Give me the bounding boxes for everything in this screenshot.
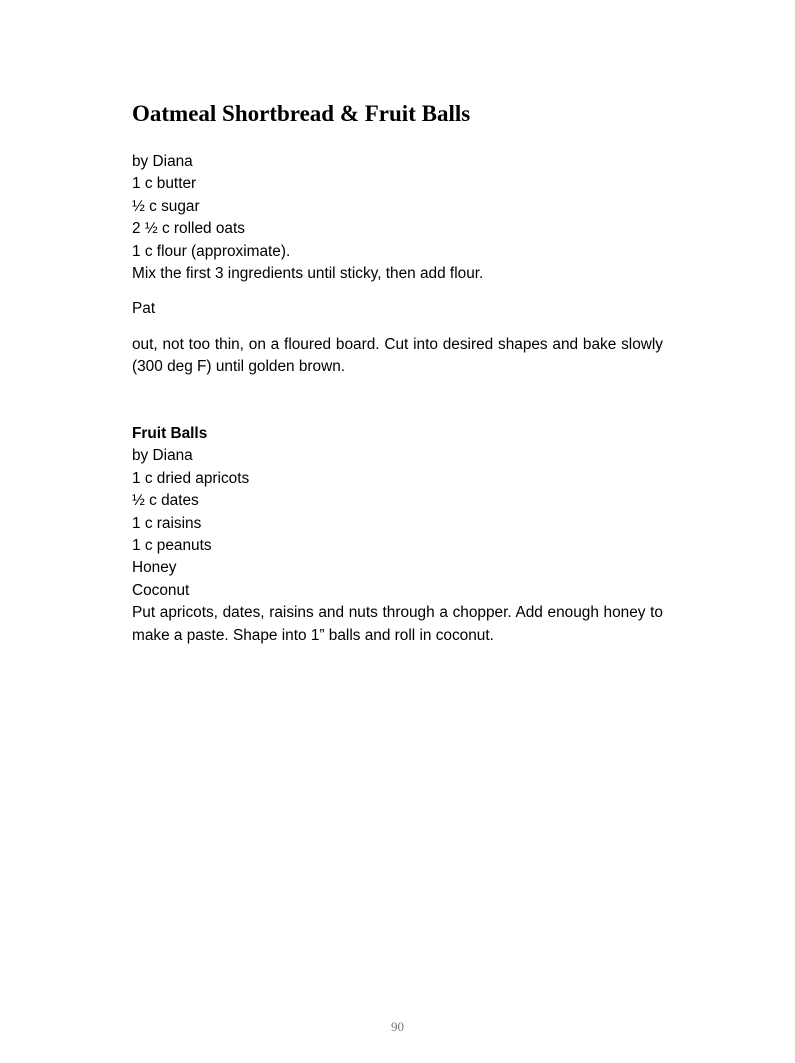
instruction-text: Pat xyxy=(132,300,156,317)
recipe-author: by Diana xyxy=(132,153,193,170)
ingredient-item: 1 c flour (approximate). xyxy=(132,242,291,260)
instruction-text: Mix the first 3 ingredients until sticky, then add flour. xyxy=(132,265,484,283)
ingredient-item: Coconut xyxy=(132,581,190,599)
ingredient-item: 1 c butter xyxy=(132,175,197,193)
ingredient-item: ½ c sugar xyxy=(132,197,200,215)
instruction-paragraph xyxy=(132,334,663,379)
instruction-fragment xyxy=(132,298,663,320)
page-number: 90 xyxy=(391,1019,404,1034)
ingredient-item: 1 c raisins xyxy=(132,514,202,532)
instruction-text: Put apricots, dates, raisins and nuts through a chopper. Add enough honey to make a paste. Shape into 1” balls and roll in coconut. xyxy=(132,604,663,644)
page-title: Oatmeal Shortbread & Fruit Balls xyxy=(132,101,471,126)
ingredient-item: 1 c dried apricots xyxy=(132,469,250,487)
ingredient-item: 1 c peanuts xyxy=(132,537,212,555)
ingredient-item: 2 ½ c rolled oats xyxy=(132,220,245,238)
recipe-fruit-balls xyxy=(132,423,663,647)
ingredient-item: ½ c dates xyxy=(132,492,199,510)
instruction-text: out, not too thin, on a floured board. Cut into desired shapes and bake slowly (300 deg F) until golden brown. xyxy=(132,336,663,376)
ingredient-item: Honey xyxy=(132,559,177,577)
recipe-title: Fruit Balls xyxy=(132,425,208,442)
recipe-oatmeal-shortbread xyxy=(132,151,663,285)
recipe-author: by Diana xyxy=(132,447,193,465)
